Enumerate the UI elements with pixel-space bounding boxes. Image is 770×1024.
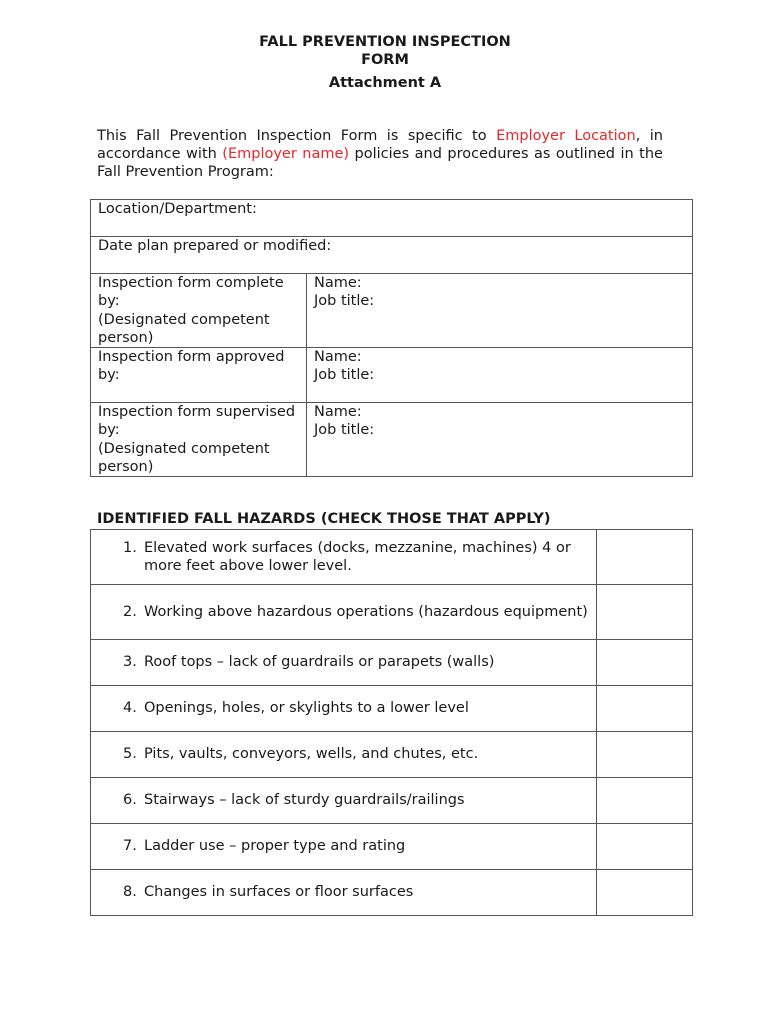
hazard-number: 7.: [123, 838, 137, 855]
hazard-checkbox-cell[interactable]: [597, 640, 693, 686]
hazard-number: 6.: [123, 792, 137, 809]
info-table: [90, 199, 693, 477]
form-title-line2: FORM: [361, 52, 409, 68]
date-row: [91, 237, 693, 274]
hazards-table: [90, 529, 693, 916]
name-label: Name:: [314, 275, 362, 291]
hazard-checkbox-cell[interactable]: [597, 530, 693, 585]
intro-text-1: This Fall Prevention Inspection Form is specific to: [97, 128, 497, 144]
hazard-checkbox-cell[interactable]: [597, 824, 693, 870]
hazard-text: Openings, holes, or skylights to a lower level: [144, 700, 469, 717]
supervised-by-row: [91, 403, 693, 477]
hazard-row: [91, 640, 693, 686]
hazard-number: 1.: [123, 539, 137, 556]
hazard-number: 3.: [123, 654, 137, 671]
hazard-number: 5.: [123, 746, 137, 763]
intro-paragraph: [97, 127, 663, 181]
hazard-number: 8.: [123, 884, 137, 901]
hazard-row: [91, 824, 693, 870]
hazard-item: [91, 585, 597, 640]
hazard-number: 4.: [123, 700, 137, 717]
hazard-item: [91, 640, 597, 686]
completed-by-row: [91, 274, 693, 348]
hazard-checkbox-cell[interactable]: [597, 585, 693, 640]
hazard-item: [91, 530, 597, 585]
name-label: Name:: [314, 404, 362, 421]
job-title-label: Job title:: [314, 422, 375, 439]
hazard-item: [91, 732, 597, 778]
location-row: [91, 200, 693, 237]
hazard-item: [91, 686, 597, 732]
hazard-number: 2.: [123, 603, 137, 620]
hazard-text: Ladder use – proper type and rating: [144, 838, 406, 855]
date-label: Date plan prepared or modified:: [98, 238, 332, 254]
name-label: Name:: [314, 349, 362, 366]
employer-location-placeholder: Employer Location: [496, 128, 636, 144]
hazard-row: [91, 732, 693, 778]
hazard-checkbox-cell[interactable]: [597, 732, 693, 778]
hazards-heading: IDENTIFIED FALL HAZARDS (CHECK THOSE THAT APPLY): [97, 511, 551, 527]
supervised-by-field[interactable]: [307, 403, 693, 477]
job-title-label: Job title:: [314, 367, 375, 384]
hazard-checkbox-cell[interactable]: [597, 686, 693, 732]
hazard-row: [91, 585, 693, 640]
hazard-checkbox-cell[interactable]: [597, 778, 693, 824]
supervised-by-label: Inspection form supervised by: (Designated competent person): [91, 403, 307, 477]
hazard-text: Roof tops – lack of guardrails or parapets (walls): [144, 654, 495, 671]
attachment-label: Attachment A: [328, 75, 442, 91]
location-label: Location/Department:: [98, 201, 257, 217]
hazard-text: Working above hazardous operations (hazardous equipment): [144, 603, 588, 620]
hazard-row: [91, 530, 693, 585]
completed-by-label: Inspection form complete by: (Designated competent person): [91, 274, 307, 348]
hazard-row: [91, 778, 693, 824]
hazard-row: [91, 870, 693, 916]
form-title-line1: FALL PREVENTION INSPECTION: [259, 34, 511, 50]
hazard-item: [91, 824, 597, 870]
hazard-text: Changes in surfaces or floor surfaces: [144, 884, 414, 901]
hazard-item: [91, 778, 597, 824]
location-field[interactable]: [91, 200, 693, 237]
hazard-text: Pits, vaults, conveyors, wells, and chutes, etc.: [144, 746, 479, 763]
approved-by-label: Inspection form approved by:: [91, 348, 307, 403]
hazard-checkbox-cell[interactable]: [597, 870, 693, 916]
hazard-item: [91, 870, 597, 916]
approved-by-field[interactable]: [307, 348, 693, 403]
completed-by-field[interactable]: [307, 274, 693, 348]
hazard-text: Elevated work surfaces (docks, mezzanine, machines) 4 or more feet above lower level.: [144, 539, 571, 574]
date-field[interactable]: [91, 237, 693, 274]
employer-name-placeholder: (Employer name): [222, 146, 350, 162]
approved-by-row: [91, 348, 693, 403]
hazard-row: [91, 686, 693, 732]
job-title-label: Job title:: [314, 293, 375, 310]
intro-text-3: policies and procedures as outlined in the Fall Prevention Program:: [97, 146, 663, 180]
intro-text-2: , in accordance with: [97, 128, 663, 162]
hazard-text: Stairways – lack of sturdy guardrails/railings: [144, 792, 465, 809]
